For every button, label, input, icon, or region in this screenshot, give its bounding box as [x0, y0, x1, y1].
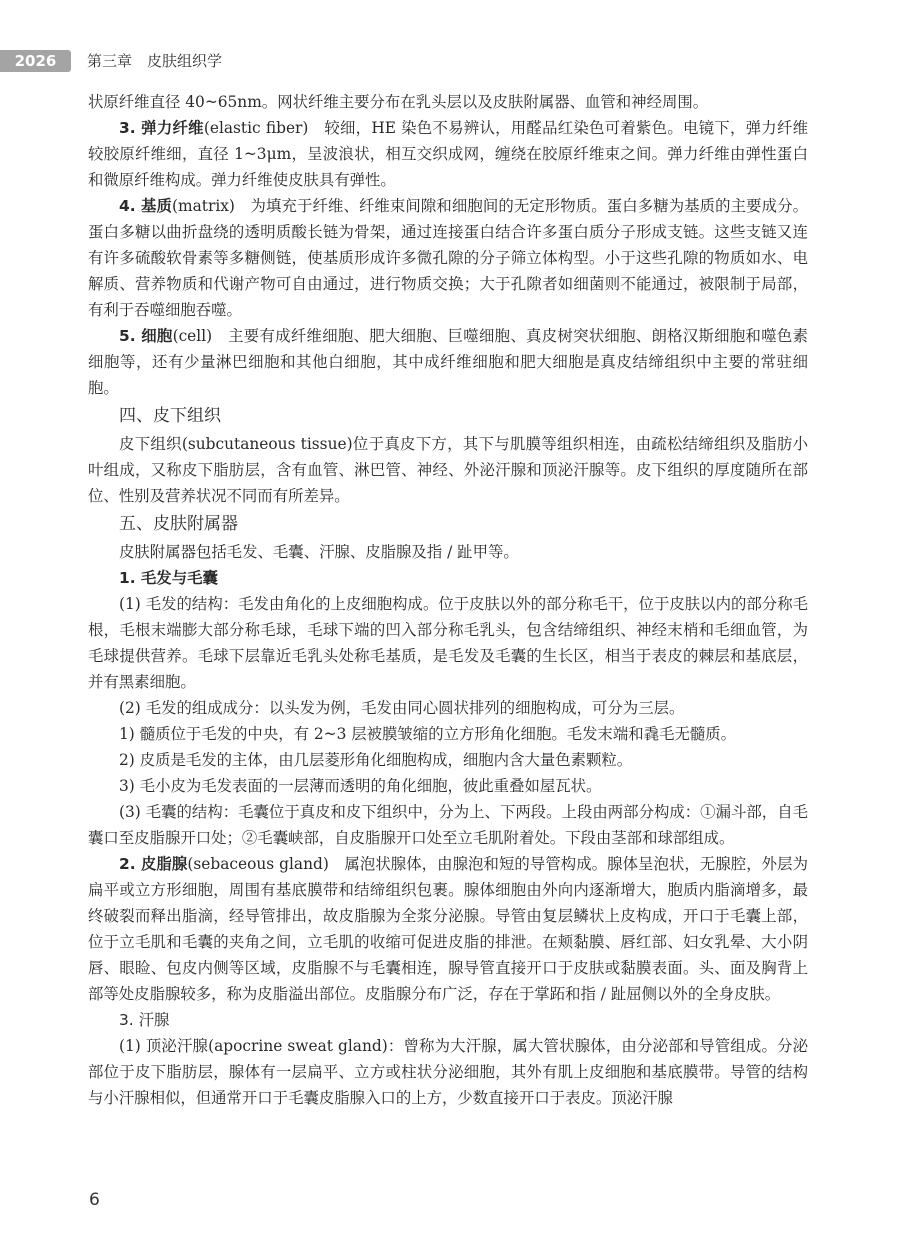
paragraph-matrix [88, 193, 808, 323]
subheading-hair: 1. 毛发与毛囊 [119, 569, 218, 587]
paragraph: (3) 毛囊的结构：毛囊位于真皮和皮下组织中，分为上、下两段。上段由两部分构成：①漏斗部，自毛囊口至皮脂腺开口处；②毛囊峡部，自皮脂腺开口处至立毛肌附着处。下段由茎部和球部组成。 [88, 803, 808, 847]
paragraph: 皮下组织(subcutaneous tissue)位于真皮下方，其下与肌膜等组织相连，由疏松结缔组织及脂肪小叶组成，又称皮下脂肪层，含有血管、淋巴管、神经、外泌汗腺和顶泌汗腺等。皮下组织的厚度随所在部位、性别及营养状况不同而有所差异。 [88, 435, 808, 505]
term-label: 2. 皮脂腺 [119, 855, 188, 873]
term-label: 3. 弹力纤维 [119, 119, 204, 137]
paragraph-text: 主要有成纤维细胞、肥大细胞、巨噬细胞、真皮树突状细胞、朗格汉斯细胞和噬色素细胞等，还有少量淋巴细胞和其他白细胞，其中成纤维细胞和肥大细胞是真皮结缔组织中主要的常驻细胞。 [88, 327, 808, 397]
term-english: (cell) [172, 327, 213, 345]
page-number: 6 [89, 1190, 100, 1210]
section-heading-appendages: 五、皮肤附属器 [119, 514, 238, 534]
paragraph: 1) 髓质位于毛发的中央，有 2~3 层被膜皱缩的立方形角化细胞。毛发末端和毳毛无髓质。 [119, 725, 737, 743]
term-label: 4. 基质 [119, 197, 172, 215]
paragraph: 3) 毛小皮为毛发表面的一层薄而透明的角化细胞，彼此重叠如屋瓦状。 [119, 777, 602, 795]
running-header [0, 50, 900, 72]
paragraph-text: 为填充于纤维、纤维束间隙和细胞间的无定形物质。蛋白多糖为基质的主要成分。蛋白多糖以曲折盘绕的透明质酸长链为骨架，通过连接蛋白结合许多蛋白质分子形成支链。这些支链又连有许多硫酸软骨素等多糖侧链，使基质形成许多微孔隙的分子筛立体构型。小于这些孔隙的物质如水、电解质、营养物质和代谢产物可自由通过，进行物质交换；大于孔隙者如细菌则不能通过，被限制于局部，有利于吞噬细胞吞噬。 [88, 197, 808, 319]
chapter-title: 第三章 皮肤组织学 [87, 52, 223, 70]
paragraph-sebaceous [88, 851, 808, 1007]
paragraph-cell [88, 323, 808, 401]
term-english: (elastic fiber) [203, 119, 309, 137]
paragraph-text: 属泡状腺体，由腺泡和短的导管构成。腺体呈泡状，无腺腔，外层为扁平或立方形细胞，周围有基底膜带和结缔组织包裹。腺体细胞由外向内逐渐增大，胞质内脂滴增多，最终破裂而释出脂滴，经导管排出，故皮脂腺为全浆分泌腺。导管由复层鳞状上皮构成，开口于毛囊上部，位于立毛肌和毛囊的夹角之间，立毛肌的收缩可促进皮脂的排泄。在颊黏膜、唇红部、妇女乳晕、大小阴唇、眼睑、包皮内侧等区域，皮脂腺不与毛囊相连，腺导管直接开口于皮肤或黏膜表面。头、面及胸背上部等处皮脂腺较多，称为皮脂溢出部位。皮脂腺分布广泛，存在于掌跖和指 / 趾屈侧以外的全身皮肤。 [88, 855, 808, 1003]
paragraph: (1) 顶泌汗腺(apocrine sweat gland)：曾称为大汗腺，属大管状腺体，由分泌部和导管组成。分泌部位于皮下脂肪层，腺体有一层扁平、立方或柱状分泌细胞，其外有肌上皮细胞和基底膜带。导管的结构与小汗腺相似，但通常开口于毛囊皮脂腺入口的上方，少数直接开口于表皮。顶泌汗腺 [88, 1037, 808, 1107]
paragraph-elastic-fiber [88, 115, 808, 193]
term-english: (matrix) [172, 197, 235, 215]
paragraph: (2) 毛发的组成成分：以头发为例，毛发由同心圆状排列的细胞构成，可分为三层。 [119, 699, 685, 717]
term-label: 5. 细胞 [119, 327, 173, 345]
page-body [88, 89, 808, 1111]
subheading-sweat-gland: 3. 汗腺 [119, 1011, 170, 1029]
paragraph-text: 较细，HE 染色不易辨认，用醛品红染色可着紫色。电镜下，弹力纤维较胶原纤维细，直径 1~3μm，呈波浪状，相互交织成网，缠绕在胶原纤维束之间。弹力纤维由弹性蛋白和微原纤维构成。弹力纤维使皮肤具有弹性。 [88, 119, 808, 189]
paragraph: 皮肤附属器包括毛发、毛囊、汗腺、皮脂腺及指 / 趾甲等。 [119, 543, 519, 561]
year-tab: 2026 [0, 50, 71, 72]
term-english: (sebaceous gland) [187, 855, 329, 873]
paragraph: 状原纤维直径 40~65nm。网状纤维主要分布在乳头层以及皮肤附属器、血管和神经周围。 [88, 93, 709, 111]
paragraph: (1) 毛发的结构：毛发由角化的上皮细胞构成。位于皮肤以外的部分称毛干，位于皮肤以内的部分称毛根，毛根末端膨大部分称毛球，毛球下端的凹入部分称毛乳头，包含结缔组织、神经末梢和毛细血管，为毛球提供营养。毛球下层靠近毛乳头处称毛基质，是毛发及毛囊的生长区，相当于表皮的棘层和基底层，并有黑素细胞。 [88, 595, 808, 691]
section-heading-subcutaneous: 四、皮下组织 [119, 406, 221, 426]
paragraph: 2) 皮质是毛发的主体，由几层菱形角化细胞构成，细胞内含大量色素颗粒。 [119, 751, 633, 769]
